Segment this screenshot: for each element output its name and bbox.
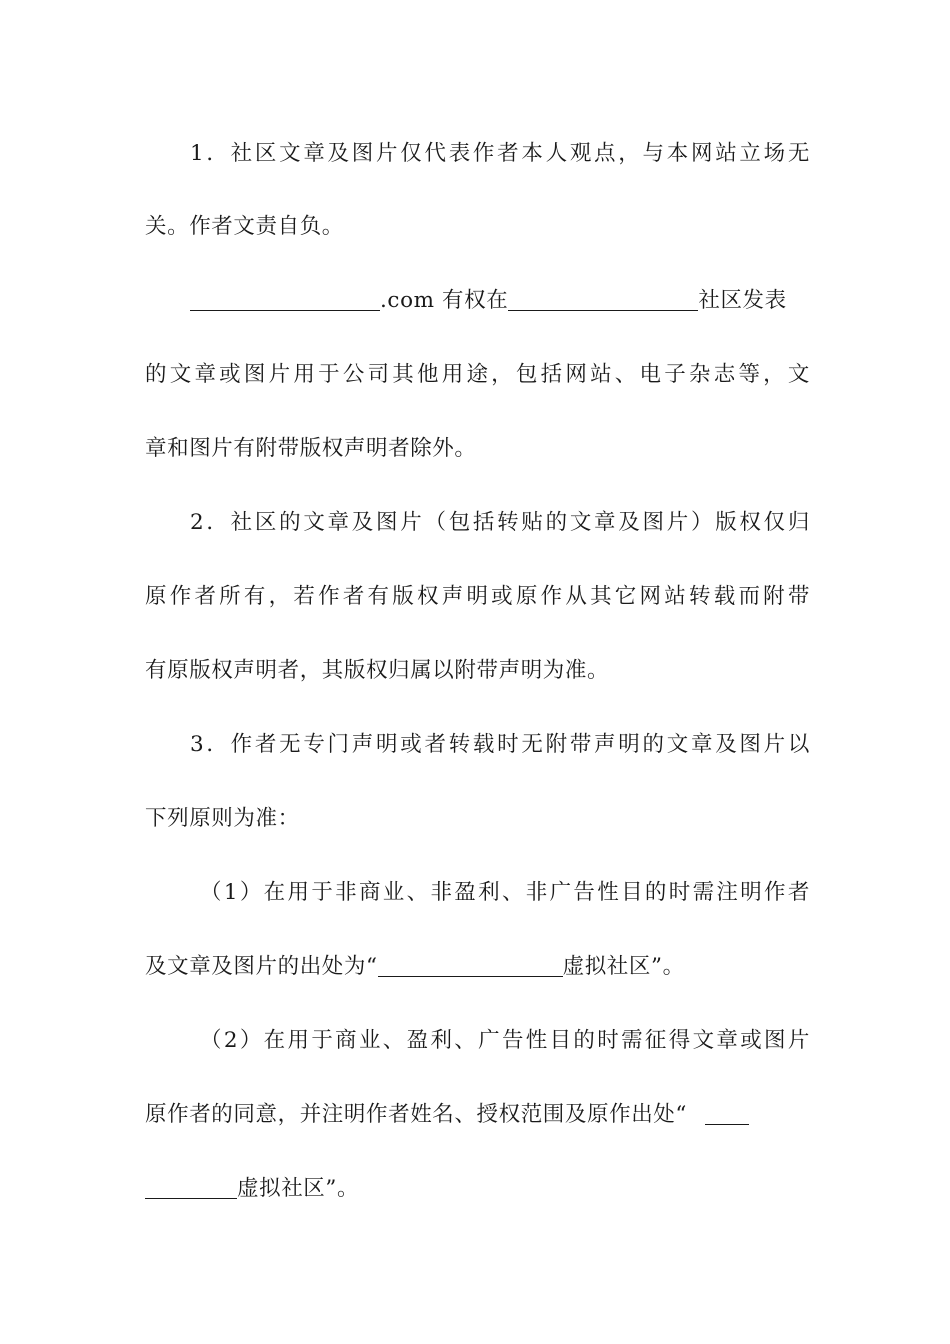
- paragraph-4-line-2: 下列原则为准：: [145, 806, 300, 831]
- fill-in-blank-community-end: [145, 1176, 237, 1199]
- paragraph-2-line-3: 章和图片有附带版权声明者除外。: [145, 436, 477, 461]
- paragraph-6-line-1: （2）在用于商业、盈利、广告性目的时需征得文章或图片: [200, 1028, 810, 1053]
- paragraph-2-line-2: 的文章或图片用于公司其他用途，包括网站、电子杂志等，文: [145, 362, 810, 387]
- paragraph-3-line-3: 有原版权声明者，其版权归属以附带声明为准。: [145, 658, 610, 683]
- paragraph-6-line-2: [145, 1097, 810, 1133]
- paragraph-6-line-3: [145, 1171, 810, 1207]
- paragraph-4-line-1: 3．作者无专门声明或者转载时无附带声明的文章及图片以: [190, 732, 810, 757]
- paragraph-5-line-1: （1）在用于非商业、非盈利、非广告性目的时需注明作者: [200, 880, 810, 905]
- community-publish-text: 社区发表: [698, 288, 787, 313]
- paragraph-3-line-2: 原作者所有，若作者有版权声明或原作从其它网站转载而附带: [145, 584, 810, 609]
- fill-in-blank-domain: [190, 288, 380, 311]
- virtual-community-text: 虚拟社区”。: [562, 954, 685, 979]
- fill-in-blank-community-start: [705, 1102, 749, 1125]
- paragraph-2-line-1: [190, 283, 810, 319]
- fill-in-blank-site-name: [508, 288, 698, 311]
- paragraph-5-line-2: [145, 949, 810, 985]
- domain-suffix-text: .com 有权在: [380, 288, 509, 313]
- virtual-community-end-text: 虚拟社区”。: [237, 1176, 360, 1201]
- consent-text: 原作者的同意，并注明作者姓名、授权范围及原作出处“: [145, 1102, 687, 1127]
- fill-in-blank-community: [378, 954, 563, 977]
- paragraph-3-line-1: 2．社区的文章及图片（包括转贴的文章及图片）版权仅归: [190, 510, 810, 535]
- paragraph-1-line-1: 1．社区文章及图片仅代表作者本人观点，与本网站立场无: [190, 141, 810, 166]
- source-prefix-text: 及文章及图片的出处为“: [145, 954, 378, 979]
- paragraph-1-line-2: 关。作者文责自负。: [145, 214, 344, 239]
